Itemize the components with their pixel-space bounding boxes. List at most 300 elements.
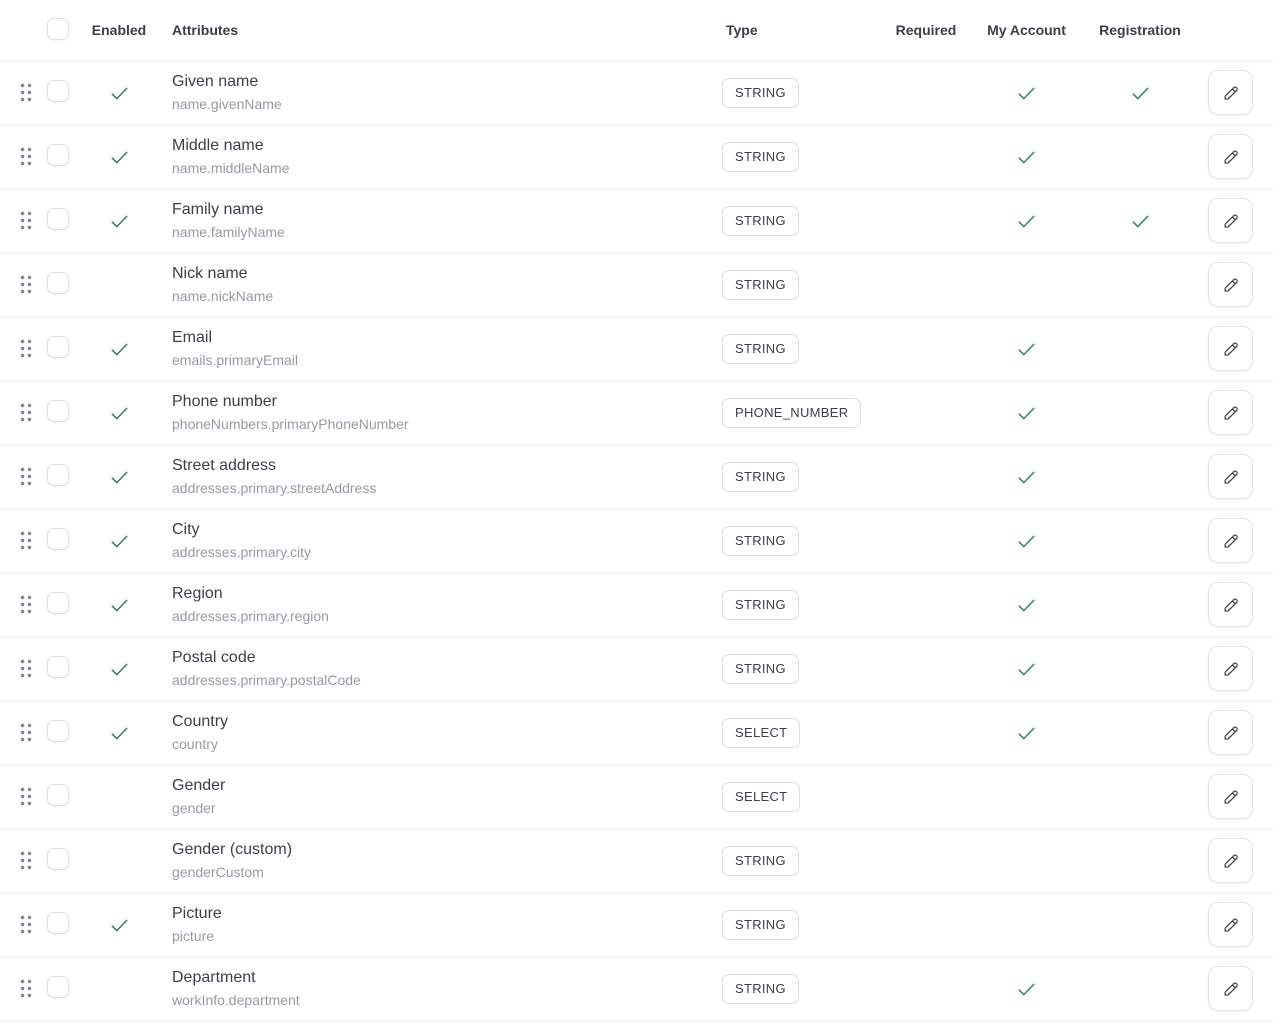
type-cell: [722, 782, 884, 812]
type-badge: SELECT: [722, 718, 800, 748]
attribute-cell: [151, 264, 722, 305]
header-attributes: Attributes: [172, 22, 239, 38]
row-checkbox[interactable]: [47, 464, 69, 486]
required-cell: [884, 977, 968, 1000]
row-checkbox[interactable]: [47, 656, 69, 678]
attribute-key: picture: [172, 928, 215, 945]
enabled-check-icon: [108, 721, 131, 744]
my-account-check-icon: [1015, 81, 1038, 104]
table-row: [0, 765, 1273, 829]
registration-cell: [1085, 849, 1195, 872]
type-cell: [722, 654, 884, 684]
edit-cell: [1195, 70, 1253, 115]
attribute-key: emails.primaryEmail: [172, 352, 299, 369]
drag-handle[interactable]: [20, 787, 34, 807]
six-dot-grip-icon: [20, 467, 32, 486]
my-account-check-icon: [1015, 209, 1038, 232]
row-checkbox[interactable]: [47, 528, 69, 550]
type-cell: [722, 846, 884, 876]
attribute-name: Nick name: [172, 265, 248, 283]
attribute-cell: [151, 776, 722, 817]
registration-cell: [1085, 657, 1195, 680]
enabled-cell: [87, 401, 151, 424]
required-cell: [884, 145, 968, 168]
table-row: [0, 445, 1273, 509]
checkbox-cell: [47, 912, 87, 938]
checkbox-cell: [47, 400, 87, 426]
edit-cell: [1195, 838, 1253, 883]
checkbox-cell: [47, 656, 87, 682]
row-checkbox[interactable]: [47, 80, 69, 102]
checkbox-cell: [47, 80, 87, 106]
my-account-check-icon: [1015, 593, 1038, 616]
attribute-name: Given name: [172, 73, 259, 91]
drag-cell: [20, 787, 47, 807]
drag-cell: [20, 723, 47, 743]
drag-cell: [20, 275, 47, 295]
type-cell: [722, 206, 884, 236]
type-cell: [722, 974, 884, 1004]
registration-cell: [1085, 977, 1195, 1000]
table-body: [0, 61, 1273, 1021]
drag-handle[interactable]: [20, 531, 34, 551]
edit-cell: [1195, 262, 1253, 307]
checkbox-cell: [47, 592, 87, 618]
row-checkbox[interactable]: [47, 272, 69, 294]
attribute-key: name.middleName: [172, 160, 290, 177]
attribute-key: name.familyName: [172, 224, 285, 241]
enabled-cell: [87, 81, 151, 104]
drag-handle[interactable]: [20, 979, 34, 999]
table-row: [0, 893, 1273, 957]
registration-cell: [1085, 721, 1195, 744]
registration-cell: [1085, 465, 1195, 488]
attribute-cell: [151, 840, 722, 881]
six-dot-grip-icon: [20, 787, 32, 806]
six-dot-grip-icon: [20, 275, 32, 294]
enabled-cell: [87, 785, 151, 808]
required-cell: [884, 657, 968, 680]
row-checkbox[interactable]: [47, 208, 69, 230]
table-row: [0, 701, 1273, 765]
enabled-check-icon: [108, 465, 131, 488]
attribute-cell: [151, 648, 722, 689]
my-account-cell: [968, 337, 1085, 360]
enabled-cell: [87, 465, 151, 488]
drag-cell: [20, 83, 47, 103]
pencil-icon: [1221, 787, 1241, 807]
edit-button[interactable]: [1208, 262, 1253, 307]
pencil-icon: [1221, 147, 1241, 167]
checkbox-cell: [47, 336, 87, 362]
required-cell: [884, 209, 968, 232]
table-row: [0, 253, 1273, 317]
attribute-cell: [151, 968, 722, 1009]
enabled-check-icon: [108, 337, 131, 360]
row-checkbox[interactable]: [47, 592, 69, 614]
enabled-cell: [87, 849, 151, 872]
my-account-check-icon: [1015, 529, 1038, 552]
attribute-cell: [151, 584, 722, 625]
table-row: [0, 125, 1273, 189]
edit-button[interactable]: [1208, 966, 1253, 1011]
checkbox-cell: [47, 720, 87, 746]
drag-cell: [20, 851, 47, 871]
edit-button[interactable]: [1208, 838, 1253, 883]
my-account-check-icon: [1015, 145, 1038, 168]
checkbox-cell: [47, 208, 87, 234]
enabled-check-icon: [108, 81, 131, 104]
registration-cell: [1085, 529, 1195, 552]
table-row: [0, 957, 1273, 1021]
enabled-check-icon: [108, 401, 131, 424]
edit-button[interactable]: [1208, 70, 1253, 115]
required-cell: [884, 529, 968, 552]
edit-button[interactable]: [1208, 646, 1253, 691]
attribute-name: Family name: [172, 201, 264, 219]
my-account-cell: [968, 593, 1085, 616]
attribute-cell: [151, 712, 722, 753]
my-account-cell: [968, 273, 1085, 296]
pencil-icon: [1221, 531, 1241, 551]
registration-check-icon: [1129, 81, 1152, 104]
enabled-cell: [87, 209, 151, 232]
drag-cell: [20, 531, 47, 551]
edit-cell: [1195, 518, 1253, 563]
six-dot-grip-icon: [20, 851, 32, 870]
attribute-key: gender: [172, 800, 216, 817]
edit-button[interactable]: [1208, 326, 1253, 371]
drag-handle[interactable]: [20, 723, 34, 743]
edit-cell: [1195, 774, 1253, 819]
select-all-checkbox[interactable]: [47, 18, 69, 40]
header-type: Type: [726, 22, 758, 38]
row-checkbox[interactable]: [47, 784, 69, 806]
type-badge: PHONE_NUMBER: [722, 398, 861, 428]
row-checkbox[interactable]: [47, 336, 69, 358]
table-row: [0, 61, 1273, 125]
edit-button[interactable]: [1208, 454, 1253, 499]
drag-handle[interactable]: [20, 659, 34, 679]
checkbox-cell: [47, 144, 87, 170]
attribute-name: Department: [172, 969, 256, 987]
edit-button[interactable]: [1208, 390, 1253, 435]
registration-cell: [1085, 913, 1195, 936]
six-dot-grip-icon: [20, 531, 32, 550]
my-account-cell: [968, 913, 1085, 936]
enabled-cell: [87, 529, 151, 552]
edit-cell: [1195, 902, 1253, 947]
edit-button[interactable]: [1208, 134, 1253, 179]
type-badge: STRING: [722, 462, 799, 492]
header-required: Required: [895, 22, 957, 38]
row-checkbox[interactable]: [47, 912, 69, 934]
my-account-cell: [968, 145, 1085, 168]
row-checkbox[interactable]: [47, 144, 69, 166]
edit-button[interactable]: [1208, 518, 1253, 563]
attribute-name: Phone number: [172, 393, 277, 411]
drag-handle[interactable]: [20, 339, 34, 359]
six-dot-grip-icon: [20, 979, 32, 998]
attribute-key: name.givenName: [172, 96, 282, 113]
drag-cell: [20, 403, 47, 423]
type-cell: [722, 78, 884, 108]
type-badge: STRING: [722, 142, 799, 172]
type-badge: STRING: [722, 910, 799, 940]
edit-button[interactable]: [1208, 710, 1253, 755]
drag-handle[interactable]: [20, 83, 34, 103]
table-row: [0, 189, 1273, 253]
row-checkbox[interactable]: [47, 400, 69, 422]
my-account-cell: [968, 209, 1085, 232]
enabled-cell: [87, 977, 151, 1000]
type-badge: STRING: [722, 78, 799, 108]
drag-handle[interactable]: [20, 211, 34, 231]
checkbox-cell: [47, 976, 87, 1002]
drag-cell: [20, 979, 47, 999]
enabled-cell: [87, 273, 151, 296]
my-account-cell: [968, 977, 1085, 1000]
my-account-check-icon: [1015, 465, 1038, 488]
pencil-icon: [1221, 339, 1241, 359]
attribute-name: Gender (custom): [172, 841, 293, 859]
attribute-key: addresses.primary.city: [172, 544, 312, 561]
enabled-check-icon: [108, 209, 131, 232]
drag-cell: [20, 339, 47, 359]
table-row: [0, 381, 1273, 445]
six-dot-grip-icon: [20, 915, 32, 934]
attribute-cell: [151, 392, 722, 433]
registration-cell: [1085, 337, 1195, 360]
registration-cell: [1085, 593, 1195, 616]
registration-cell: [1085, 401, 1195, 424]
attribute-name: Gender: [172, 777, 226, 795]
my-account-cell: [968, 401, 1085, 424]
six-dot-grip-icon: [20, 723, 32, 742]
my-account-cell: [968, 785, 1085, 808]
drag-cell: [20, 659, 47, 679]
header-registration: Registration: [1099, 22, 1181, 38]
header-enabled: Enabled: [91, 22, 147, 38]
type-badge: STRING: [722, 270, 799, 300]
enabled-check-icon: [108, 529, 131, 552]
drag-cell: [20, 915, 47, 935]
edit-button[interactable]: [1208, 198, 1253, 243]
edit-cell: [1195, 582, 1253, 627]
checkbox-cell: [47, 848, 87, 874]
my-account-cell: [968, 721, 1085, 744]
edit-button[interactable]: [1208, 774, 1253, 819]
registration-cell: [1085, 785, 1195, 808]
attribute-key: addresses.primary.postalCode: [172, 672, 361, 689]
drag-handle[interactable]: [20, 147, 34, 167]
checkbox-cell: [47, 464, 87, 490]
enabled-check-icon: [108, 145, 131, 168]
my-account-cell: [968, 465, 1085, 488]
pencil-icon: [1221, 851, 1241, 871]
type-cell: [722, 398, 884, 428]
registration-cell: [1085, 209, 1195, 232]
type-badge: STRING: [722, 334, 799, 364]
six-dot-grip-icon: [20, 403, 32, 422]
checkbox-cell: [47, 272, 87, 298]
pencil-icon: [1221, 467, 1241, 487]
checkbox-cell: [47, 528, 87, 554]
attribute-key: workInfo.department: [172, 992, 300, 1009]
header-select-all-cell: [47, 18, 87, 42]
my-account-check-icon: [1015, 657, 1038, 680]
six-dot-grip-icon: [20, 83, 32, 102]
table-row: [0, 509, 1273, 573]
drag-handle[interactable]: [20, 467, 34, 487]
type-badge: STRING: [722, 206, 799, 236]
row-checkbox[interactable]: [47, 720, 69, 742]
attribute-name: Middle name: [172, 137, 264, 155]
registration-cell: [1085, 81, 1195, 104]
drag-cell: [20, 595, 47, 615]
type-cell: [722, 910, 884, 940]
six-dot-grip-icon: [20, 339, 32, 358]
attribute-name: Region: [172, 585, 223, 603]
required-cell: [884, 273, 968, 296]
edit-cell: [1195, 646, 1253, 691]
type-badge: STRING: [722, 846, 799, 876]
enabled-cell: [87, 337, 151, 360]
attribute-cell: [151, 328, 722, 369]
attribute-name: City: [172, 521, 200, 539]
my-account-check-icon: [1015, 977, 1038, 1000]
drag-cell: [20, 467, 47, 487]
enabled-check-icon: [108, 593, 131, 616]
pencil-icon: [1221, 915, 1241, 935]
attribute-key: genderCustom: [172, 864, 264, 881]
enabled-cell: [87, 913, 151, 936]
table-row: [0, 317, 1273, 381]
registration-cell: [1085, 145, 1195, 168]
attribute-key: phoneNumbers.primaryPhoneNumber: [172, 416, 409, 433]
required-cell: [884, 401, 968, 424]
edit-button[interactable]: [1208, 902, 1253, 947]
pencil-icon: [1221, 595, 1241, 615]
enabled-cell: [87, 657, 151, 680]
attribute-cell: [151, 904, 722, 945]
drag-cell: [20, 147, 47, 167]
attribute-name: Country: [172, 713, 229, 731]
six-dot-grip-icon: [20, 211, 32, 230]
table-header-row: [0, 0, 1273, 61]
drag-handle[interactable]: [20, 403, 34, 423]
type-badge: STRING: [722, 974, 799, 1004]
type-cell: [722, 462, 884, 492]
attribute-key: name.nickName: [172, 288, 274, 305]
registration-cell: [1085, 273, 1195, 296]
type-cell: [722, 718, 884, 748]
table-row: [0, 829, 1273, 893]
pencil-icon: [1221, 403, 1241, 423]
registration-check-icon: [1129, 209, 1152, 232]
checkbox-cell: [47, 784, 87, 810]
attribute-key: addresses.primary.streetAddress: [172, 480, 377, 497]
attribute-cell: [151, 136, 722, 177]
pencil-icon: [1221, 979, 1241, 999]
pencil-icon: [1221, 659, 1241, 679]
my-account-check-icon: [1015, 401, 1038, 424]
attribute-cell: [151, 72, 722, 113]
attribute-key: country: [172, 736, 218, 753]
row-checkbox[interactable]: [47, 848, 69, 870]
table-row: [0, 637, 1273, 701]
pencil-icon: [1221, 723, 1241, 743]
enabled-check-icon: [108, 657, 131, 680]
my-account-cell: [968, 849, 1085, 872]
attribute-cell: [151, 200, 722, 241]
six-dot-grip-icon: [20, 659, 32, 678]
required-cell: [884, 81, 968, 104]
enabled-check-icon: [108, 913, 131, 936]
required-cell: [884, 721, 968, 744]
enabled-cell: [87, 721, 151, 744]
type-cell: [722, 590, 884, 620]
type-badge: STRING: [722, 526, 799, 556]
six-dot-grip-icon: [20, 147, 32, 166]
edit-cell: [1195, 710, 1253, 755]
my-account-check-icon: [1015, 337, 1038, 360]
required-cell: [884, 593, 968, 616]
drag-handle[interactable]: [20, 275, 34, 295]
six-dot-grip-icon: [20, 595, 32, 614]
my-account-cell: [968, 529, 1085, 552]
drag-cell: [20, 211, 47, 231]
required-cell: [884, 913, 968, 936]
enabled-cell: [87, 145, 151, 168]
attribute-name: Street address: [172, 457, 277, 475]
type-badge: SELECT: [722, 782, 800, 812]
drag-handle[interactable]: [20, 851, 34, 871]
edit-button[interactable]: [1208, 582, 1253, 627]
required-cell: [884, 465, 968, 488]
edit-cell: [1195, 134, 1253, 179]
edit-cell: [1195, 326, 1253, 371]
required-cell: [884, 849, 968, 872]
type-cell: [722, 142, 884, 172]
type-badge: STRING: [722, 654, 799, 684]
edit-cell: [1195, 198, 1253, 243]
required-cell: [884, 785, 968, 808]
edit-cell: [1195, 966, 1253, 1011]
type-cell: [722, 526, 884, 556]
drag-handle[interactable]: [20, 915, 34, 935]
attribute-key: addresses.primary.region: [172, 608, 329, 625]
drag-handle[interactable]: [20, 595, 34, 615]
my-account-check-icon: [1015, 721, 1038, 744]
edit-cell: [1195, 390, 1253, 435]
pencil-icon: [1221, 211, 1241, 231]
type-cell: [722, 334, 884, 364]
attribute-name: Postal code: [172, 649, 256, 667]
type-cell: [722, 270, 884, 300]
table-row: [0, 573, 1273, 637]
my-account-cell: [968, 81, 1085, 104]
enabled-cell: [87, 593, 151, 616]
attribute-name: Picture: [172, 905, 222, 923]
required-cell: [884, 337, 968, 360]
type-badge: STRING: [722, 590, 799, 620]
header-my-account: My Account: [987, 22, 1066, 38]
row-checkbox[interactable]: [47, 976, 69, 998]
my-account-cell: [968, 657, 1085, 680]
edit-cell: [1195, 454, 1253, 499]
pencil-icon: [1221, 83, 1241, 103]
